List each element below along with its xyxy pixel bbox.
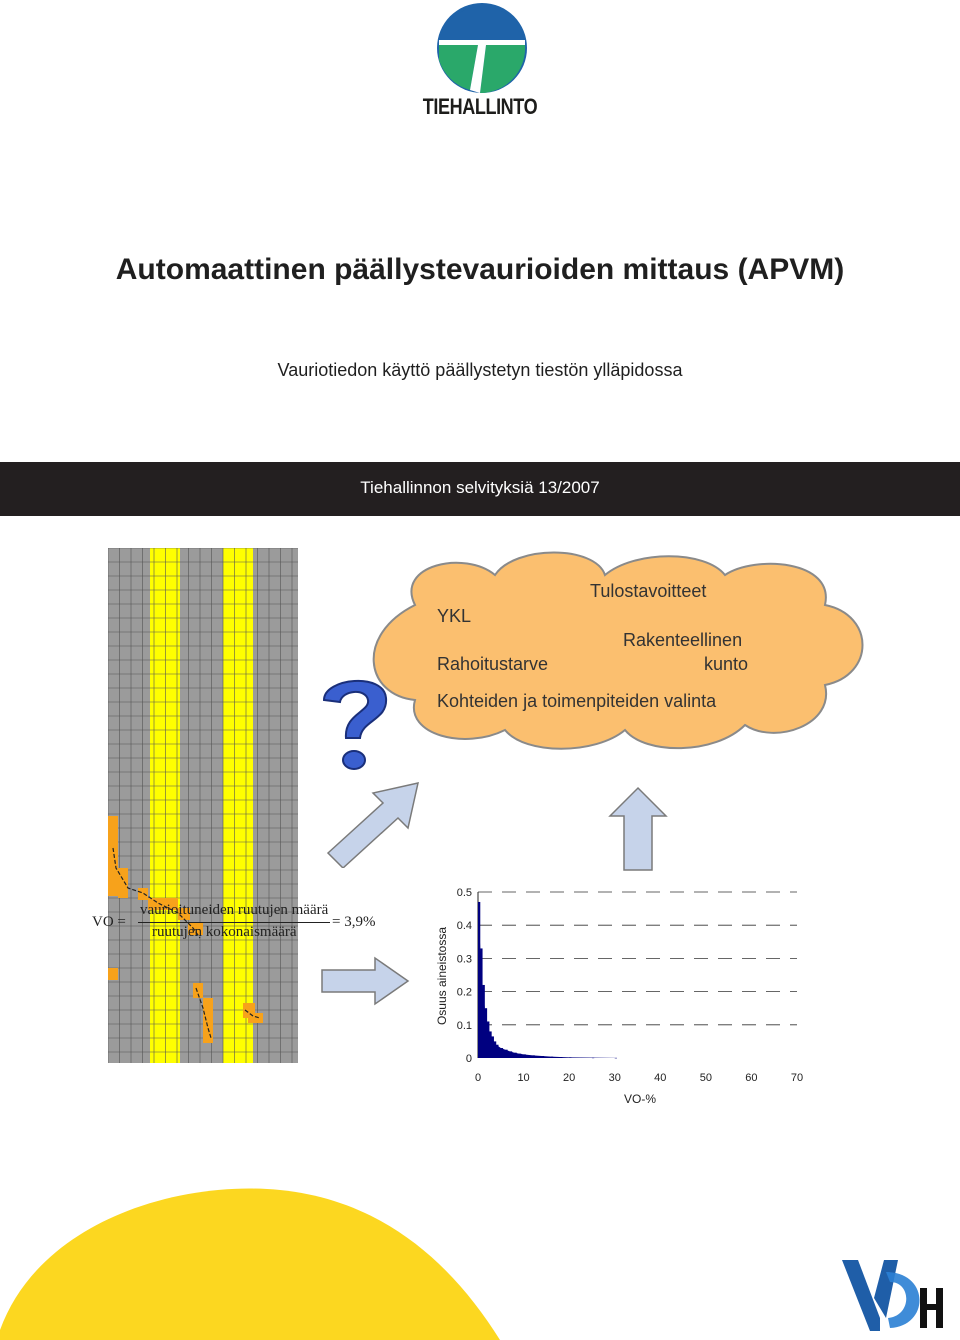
chart-ylabel: Osuus aineistossa: [435, 926, 449, 1026]
chart-xtick-label: 60: [745, 1072, 758, 1084]
vo-distribution-chart: [430, 880, 820, 1110]
diagonal-arrow-icon: [318, 778, 428, 868]
formula-fraction-line: [138, 922, 330, 923]
chart-xtick-label: 10: [517, 1072, 530, 1084]
road-grid-illustration: [108, 548, 298, 1063]
chart-ytick-label: 0.5: [456, 887, 472, 899]
chart-xtick-label: 40: [654, 1072, 667, 1084]
chart-xtick-label: 70: [790, 1072, 804, 1084]
cloud-shape: [355, 545, 875, 755]
chart-ytick-label: 0.4: [456, 920, 472, 933]
vo-formula: [92, 902, 392, 952]
cloud-kohteiden: Kohteiden ja toimenpiteiden valinta: [437, 691, 717, 711]
page-title: Automaattinen päällystevaurioiden mittaus (APVM): [115, 253, 845, 286]
formula-result: = 3,9%: [332, 914, 376, 930]
chart-ytick-label: 0.1: [456, 1019, 472, 1032]
cloud-rakenteellinen: Rakenteellinen: [623, 630, 743, 650]
formula-numerator: vaurioituneiden ruutujen määrä: [140, 902, 329, 918]
cloud-rahoitustarve: Rahoitustarve: [437, 654, 549, 674]
chart-bar: [615, 1058, 617, 1059]
chart-distribution-area: [478, 902, 615, 1058]
formula-denominator: ruutujen kokonaismäärä: [152, 924, 297, 940]
formula-lhs: VO =: [92, 914, 126, 930]
right-arrow-icon: [320, 956, 410, 1006]
vdh-logo-icon: [840, 1258, 945, 1333]
chart-ytick-label: 0.2: [456, 986, 472, 999]
decorative-sun-shape: [0, 1180, 520, 1340]
cloud-tulostavoitteet: Tulostavoitteet: [590, 581, 707, 601]
chart-xtick-label: 20: [563, 1072, 576, 1084]
logo-text: TIEHALLINTO: [422, 94, 538, 119]
series-label: Tiehallinnon selvityksiä 13/2007: [360, 478, 600, 497]
cloud-kunto: kunto: [704, 654, 749, 674]
chart-ytick-label: 0.3: [456, 953, 472, 966]
up-arrow-icon: [608, 786, 668, 871]
chart-xlabel: VO-%: [623, 1092, 657, 1106]
page-subtitle: Vauriotiedon käyttö päällystetyn tiestön ylläpidossa: [277, 360, 683, 380]
chart-ytick-label: 0: [465, 1053, 472, 1065]
chart-xtick-label: 50: [699, 1072, 712, 1084]
chart-xtick-label: 30: [608, 1072, 621, 1084]
cloud-ykl: YKL: [437, 606, 472, 626]
goals-cloud: [355, 545, 875, 755]
chart-xtick-label: 0: [474, 1072, 482, 1084]
